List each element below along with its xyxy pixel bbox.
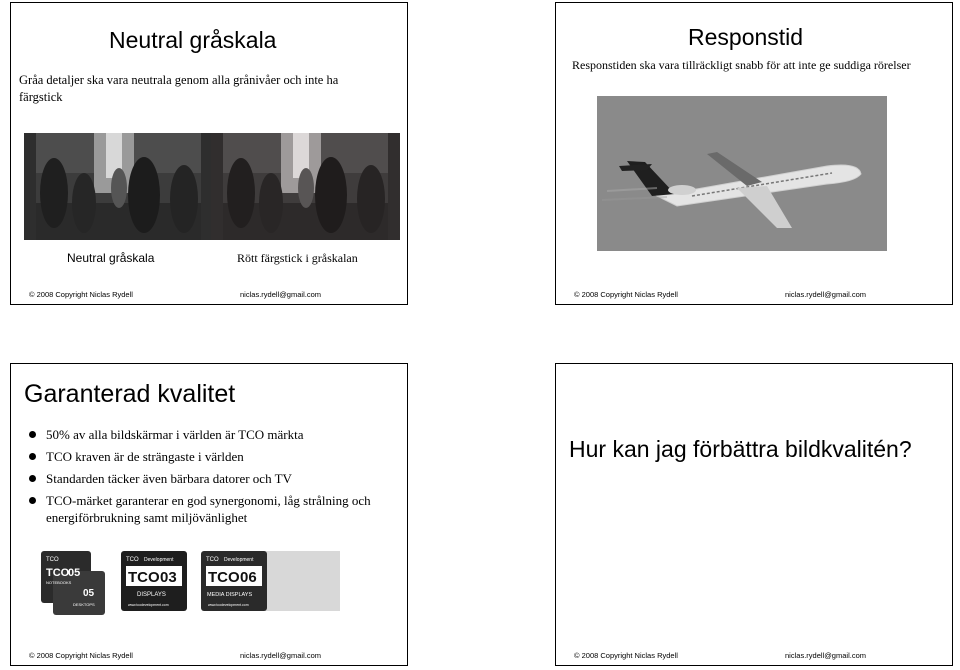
slide-footer xyxy=(556,651,952,663)
svg-text:DESKTOPS: DESKTOPS xyxy=(73,602,95,607)
svg-text:www.tcodevelopment.com: www.tcodevelopment.com xyxy=(128,603,169,607)
bullet-icon xyxy=(29,497,36,504)
airplane-motion-photo xyxy=(597,96,887,251)
slide-response-time xyxy=(555,2,953,305)
slide-neutral-grayscale xyxy=(10,2,408,305)
caption-red-cast: Rött färgstick i gråskalan xyxy=(237,251,358,265)
svg-text:TCO: TCO xyxy=(126,557,139,563)
copyright-text: © 2008 Copyright Niclas Rydell xyxy=(29,290,133,299)
slide-improve-quality xyxy=(555,363,953,666)
svg-text:05: 05 xyxy=(83,588,95,599)
svg-text:TCO: TCO xyxy=(46,567,70,579)
list-item xyxy=(26,448,396,465)
svg-text:www.tcodevelopment.com: www.tcodevelopment.com xyxy=(208,603,249,607)
neutral-grayscale-photo xyxy=(24,133,213,240)
copyright-text: © 2008 Copyright Niclas Rydell xyxy=(574,651,678,660)
slide-title: Responstid xyxy=(688,24,804,50)
tco-03-logo xyxy=(121,551,187,611)
tco-05-logo xyxy=(41,551,105,615)
email-text: niclas.rydell@gmail.com xyxy=(785,651,866,660)
list-item-text: TCO kraven är de strängaste i världen xyxy=(46,449,244,464)
slide-footer xyxy=(11,290,407,302)
slide-title: Garanterad kvalitet xyxy=(24,380,236,408)
svg-text:TCO: TCO xyxy=(46,557,59,563)
slide-footer xyxy=(11,651,407,663)
list-item xyxy=(26,470,396,487)
slide-description: Gråa detaljer ska vara neutrala genom alla grånivåer och inte ha färgstick xyxy=(19,73,339,104)
svg-text:TCO: TCO xyxy=(206,557,219,563)
bullet-list xyxy=(26,426,396,531)
slide-description: Responstiden ska vara tillräckligt snabb för att inte ge suddiga rörelser xyxy=(572,58,911,72)
list-item-text: Standarden täcker även bärbara datorer och TV xyxy=(46,471,292,486)
list-item-text: TCO-märket garanterar en god synergonomi, låg strålning och energiförbrukning samt miljövänlighet xyxy=(46,493,371,525)
svg-text:05: 05 xyxy=(68,567,81,579)
svg-text:Development: Development xyxy=(224,557,254,563)
email-text: niclas.rydell@gmail.com xyxy=(240,651,321,660)
slide-title: Hur kan jag förbättra bildkvalitén? xyxy=(569,436,912,462)
list-item xyxy=(26,426,396,443)
svg-text:Development: Development xyxy=(144,557,174,563)
red-cast-grayscale-photo xyxy=(211,133,400,240)
svg-text:TCO: TCO xyxy=(208,569,240,586)
svg-text:03: 03 xyxy=(160,569,177,586)
bullet-icon xyxy=(29,475,36,482)
caption-neutral: Neutral gråskala xyxy=(67,251,155,265)
tco-logos xyxy=(39,549,359,619)
svg-text:TCO: TCO xyxy=(128,569,160,586)
bullet-icon xyxy=(29,431,36,438)
svg-text:DISPLAYS: DISPLAYS xyxy=(137,592,166,598)
email-text: niclas.rydell@gmail.com xyxy=(785,290,866,299)
svg-text:MEDIA DISPLAYS: MEDIA DISPLAYS xyxy=(207,592,253,598)
tco-06-logo xyxy=(201,551,340,611)
svg-text:NOTEBOOKS: NOTEBOOKS xyxy=(46,580,72,585)
bullet-icon xyxy=(29,453,36,460)
list-item-text: 50% av alla bildskärmar i världen är TCO märkta xyxy=(46,427,304,442)
list-item xyxy=(26,492,396,526)
copyright-text: © 2008 Copyright Niclas Rydell xyxy=(29,651,133,660)
slide-guaranteed-quality xyxy=(10,363,408,666)
slide-title: Neutral gråskala xyxy=(109,27,277,53)
svg-text:06: 06 xyxy=(240,569,257,586)
copyright-text: © 2008 Copyright Niclas Rydell xyxy=(574,290,678,299)
slide-footer xyxy=(556,290,952,302)
email-text: niclas.rydell@gmail.com xyxy=(240,290,321,299)
